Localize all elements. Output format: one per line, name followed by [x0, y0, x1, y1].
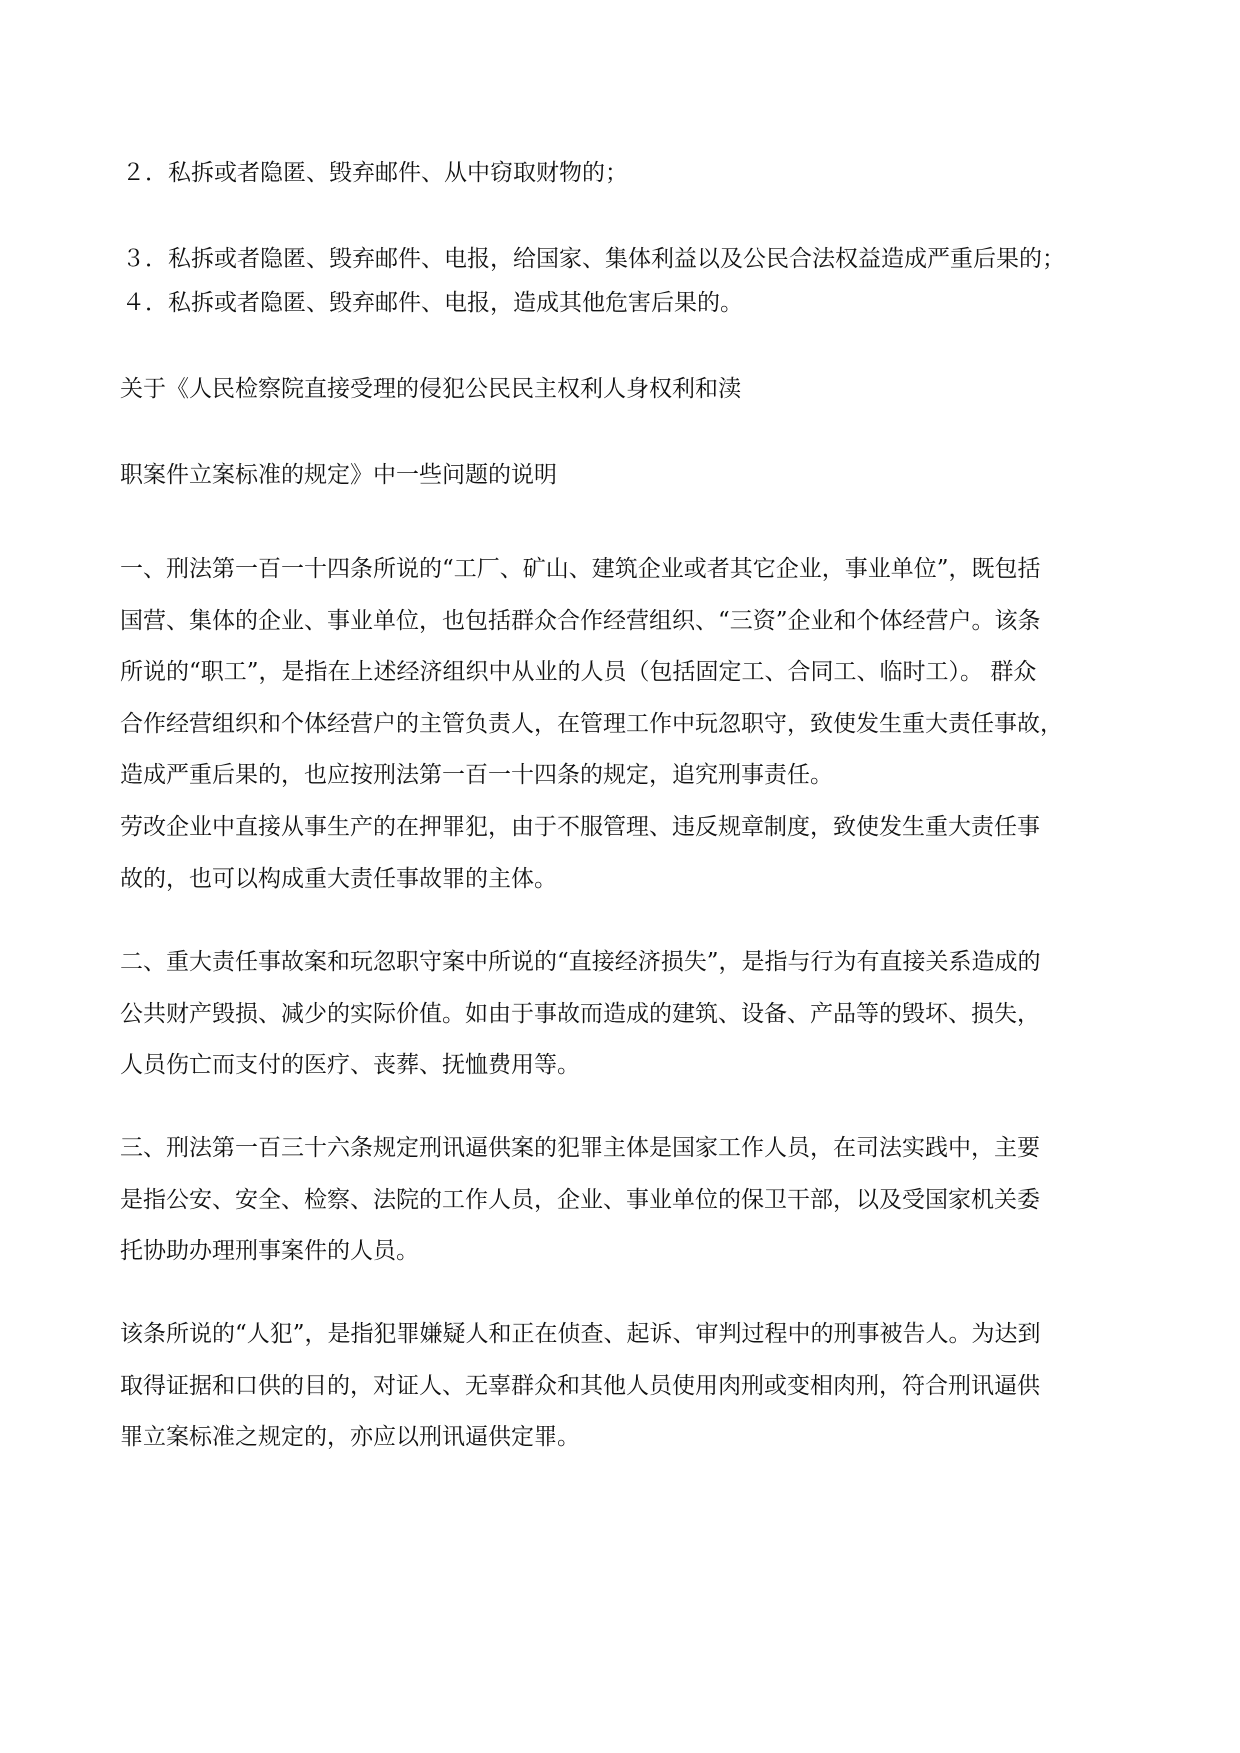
paragraph-line: 二、重大责任事故案和玩忽职守案中所说的“直接经济损失”，是指与行为有直接关系造成的 [120, 949, 1041, 975]
paragraph-line: 是指公安、安全、检察、法院的工作人员，企业、事业单位的保卫干部，以及受国家机关委 [120, 1186, 1040, 1213]
list-item: ４．私拆或者隐匿、毁弃邮件、电报，造成其他危害后果的。 [122, 290, 743, 316]
paragraph-line: 合作经营组织和个体经营户的主管负责人，在管理工作中玩忽职守，致使发生重大责任事故， [120, 710, 1063, 737]
heading-line: 职案件立案标准的规定》中一些问题的说明 [120, 462, 557, 488]
paragraph-2 [120, 802, 1130, 905]
paragraph-line: 国营、集体的企业、事业单位，也包括群众合作经营组织、“三资”企业和个体经营户。该条 [120, 607, 1041, 634]
paragraph-line: 一、刑法第一百一十四条所说的“工厂、矿山、建筑企业或者其它企业，事业单位”，既包括 [120, 556, 1041, 582]
paragraph-line: 罪立案标准之规定的，亦应以刑讯逼供定罪。 [120, 1424, 580, 1450]
list-item: ２．私拆或者隐匿、毁弃邮件、从中窃取财物的； [122, 160, 628, 186]
paragraph-line: 取得证据和口供的目的，对证人、无辜群众和其他人员使用肉刑或变相肉刑，符合刑讯逼供 [120, 1372, 1040, 1399]
paragraph-line: 该条所说的“人犯”，是指犯罪嫌疑人和正在侦查、起诉、审判过程中的刑事被告人。为达到 [120, 1321, 1041, 1347]
paragraph-4 [120, 1123, 1130, 1278]
paragraph-line: 劳改企业中直接从事生产的在押罪犯，由于不服管理、违反规章制度，致使发生重大责任事 [120, 814, 1040, 840]
paragraph-line: 托协助办理刑事案件的人员。 [120, 1238, 419, 1264]
paragraph-1 [120, 544, 1130, 802]
paragraph-line: 故的，也可以构成重大责任事故罪的主体。 [120, 865, 557, 892]
paragraph-5 [120, 1309, 1130, 1464]
paragraph-line: 三、刑法第一百三十六条规定刑讯逼供案的犯罪主体是国家工作人员，在司法实践中，主要 [120, 1135, 1040, 1161]
list-item: ３．私拆或者隐匿、毁弃邮件、电报，给国家、集体利益以及公民合法权益造成严重后果的； [122, 246, 1065, 272]
paragraph-line: 所说的“职工”，是指在上述经济组织中从业的人员（包括固定工、合同工、临时工）。 群众 [120, 659, 1037, 685]
paragraph-line: 造成严重后果的，也应按刑法第一百一十四条的规定，追究刑事责任。 [120, 762, 833, 788]
paragraph-line: 公共财产毁损、减少的实际价值。如由于事故而造成的建筑、设备、产品等的毁坏、损失， [120, 1000, 1040, 1027]
paragraph-line: 人员伤亡而支付的医疗、丧葬、抚恤费用等。 [120, 1052, 580, 1078]
heading-line: 关于《人民检察院直接受理的侵犯公民民主权利人身权利和渎 [120, 376, 741, 402]
paragraph-3 [120, 937, 1130, 1092]
